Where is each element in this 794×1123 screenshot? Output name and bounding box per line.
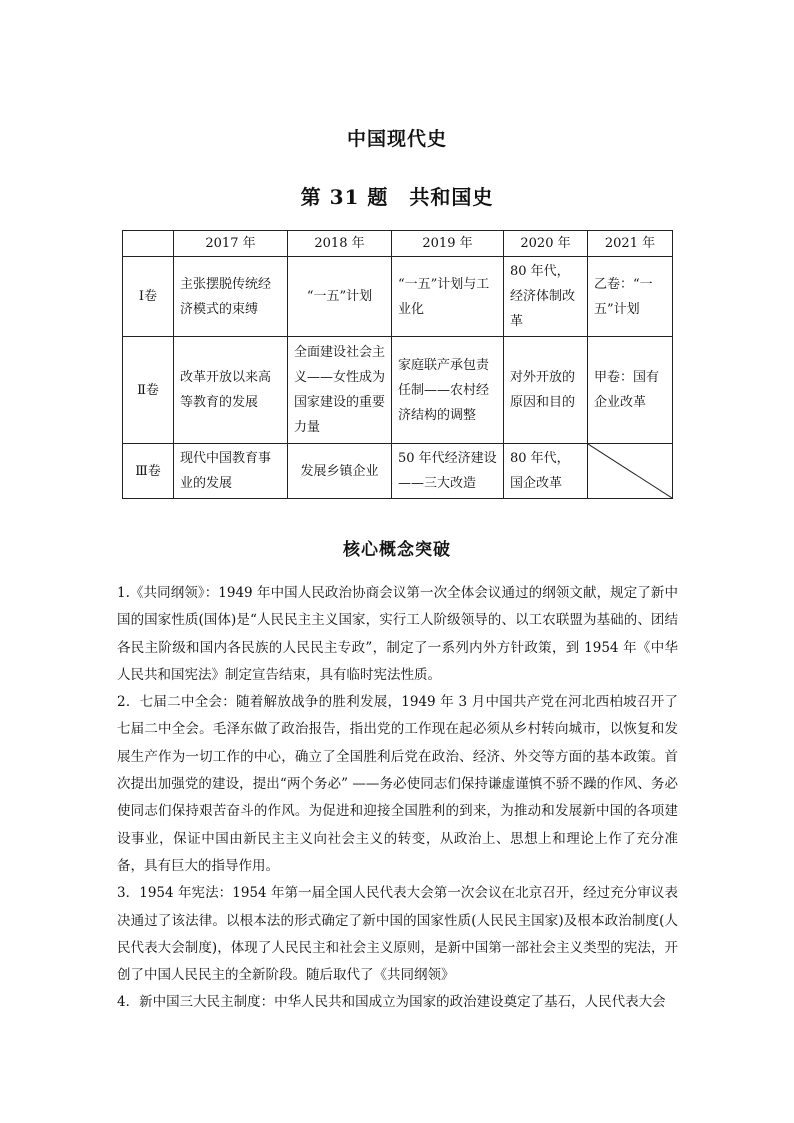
table-row [123,444,673,499]
table-header-cell [123,231,174,257]
row-label: Ⅰ卷 [123,257,174,337]
concept-list [117,580,678,1017]
row-label: Ⅱ卷 [123,337,174,444]
concept-paragraph: 2．七届二中全会：随着解放战争的胜利发展，1949 年 3 月中国共产党在河北西柏坡召开了七届二中全会。毛泽东做了政治报告，指出党的工作现在起必须从乡村转向城市，以恢复和发展生产作为一切工作的中心，确立了全国胜利后党在政治、经济、外交等方面的基本政策。首次提出加强党的建设，提出“两个务必” ——务必使同志们保持谦虚谨慎不骄不躁的作风、务必使同志们保持艰苦奋斗的作风。为促进和迎接全国胜利的到来，为推动和发展新中国的各项建设事业，保证中国由新民主主义向社会主义的转变，从政治上、思想上和理论上作了充分准备，具有巨大的指导作用。 [117,694,678,874]
table-cell: 50 年代经济建设——三大改造 [392,444,504,499]
table-header-row [123,231,673,257]
table-row [123,337,673,444]
section-heading: 核心概念突破 [343,540,451,560]
table-row [123,257,673,337]
table-header-cell: 2019 年 [392,231,504,257]
table-cell: 现代中国教育事业的发展 [174,444,288,499]
table-cell: 80 年代，国企改革 [504,444,588,499]
concept-paragraph: 3．1954 年宪法：1954 年第一届全国人民代表大会第一次会议在北京召开，经过充分审议表决通过了该法律。以根本法的形式确定了新中国的国家性质(人民民主国家)及根本政治制度(人民代表大会制度)，体现了人民民主和社会主义原则，是新中国第一部社会主义类型的宪法，开创了中国人民民主的全新阶段。随后取代了《共同纲领》 [117,885,678,984]
concept-paragraph: 1.《共同纲领》：1949 年中国人民政治协商会议第一次全体会议通过的纲领文献，规定了新中国的国家性质(国体)是“人民民主主义国家，实行工人阶级领导的、以工农联盟为基础的、团结各民主阶级和国内各民族的人民民主专政”，制定了一系列内外方针政策，到 1954 年《中华人民共和国宪法》制定宣告结束，具有临时宪法性质。 [117,585,678,683]
table-header-cell: 2021 年 [588,231,673,257]
diagonal-line-icon [588,444,672,498]
table-cell: “一五”计划 [288,257,392,337]
table-cell: 家庭联产承包责任制——农村经济结构的调整 [392,337,504,444]
question-subtitle: 第 31 题 共和国史 [300,185,494,209]
concept-paragraph: 4．新中国三大民主制度：中华人民共和国成立为国家的政治建设奠定了基石，人民代表大会 [117,994,666,1011]
table-cell: “一五”计划与工业化 [392,257,504,337]
row-label: Ⅲ卷 [123,444,174,499]
table-cell: 80 年代，经济体制改革 [504,257,588,337]
page-title: 中国现代史 [346,128,447,150]
table-cell: 发展乡镇企业 [288,444,392,499]
table-header-cell: 2018 年 [288,231,392,257]
table-cell: 主张摆脱传统经济模式的束缚 [174,257,288,337]
table-cell: 全面建设社会主义——女性成为国家建设的重要力量 [288,337,392,444]
table-cell: 改革开放以来高等教育的发展 [174,337,288,444]
exam-topics-table [122,230,673,499]
table-cell: 对外开放的原因和目的 [504,337,588,444]
table-cell: 乙卷：“一五”计划 [588,257,673,337]
table-header-cell: 2020 年 [504,231,588,257]
table-header-cell: 2017 年 [174,231,288,257]
empty-diagonal-cell [588,444,673,499]
table-cell: 甲卷：国有企业改革 [588,337,673,444]
